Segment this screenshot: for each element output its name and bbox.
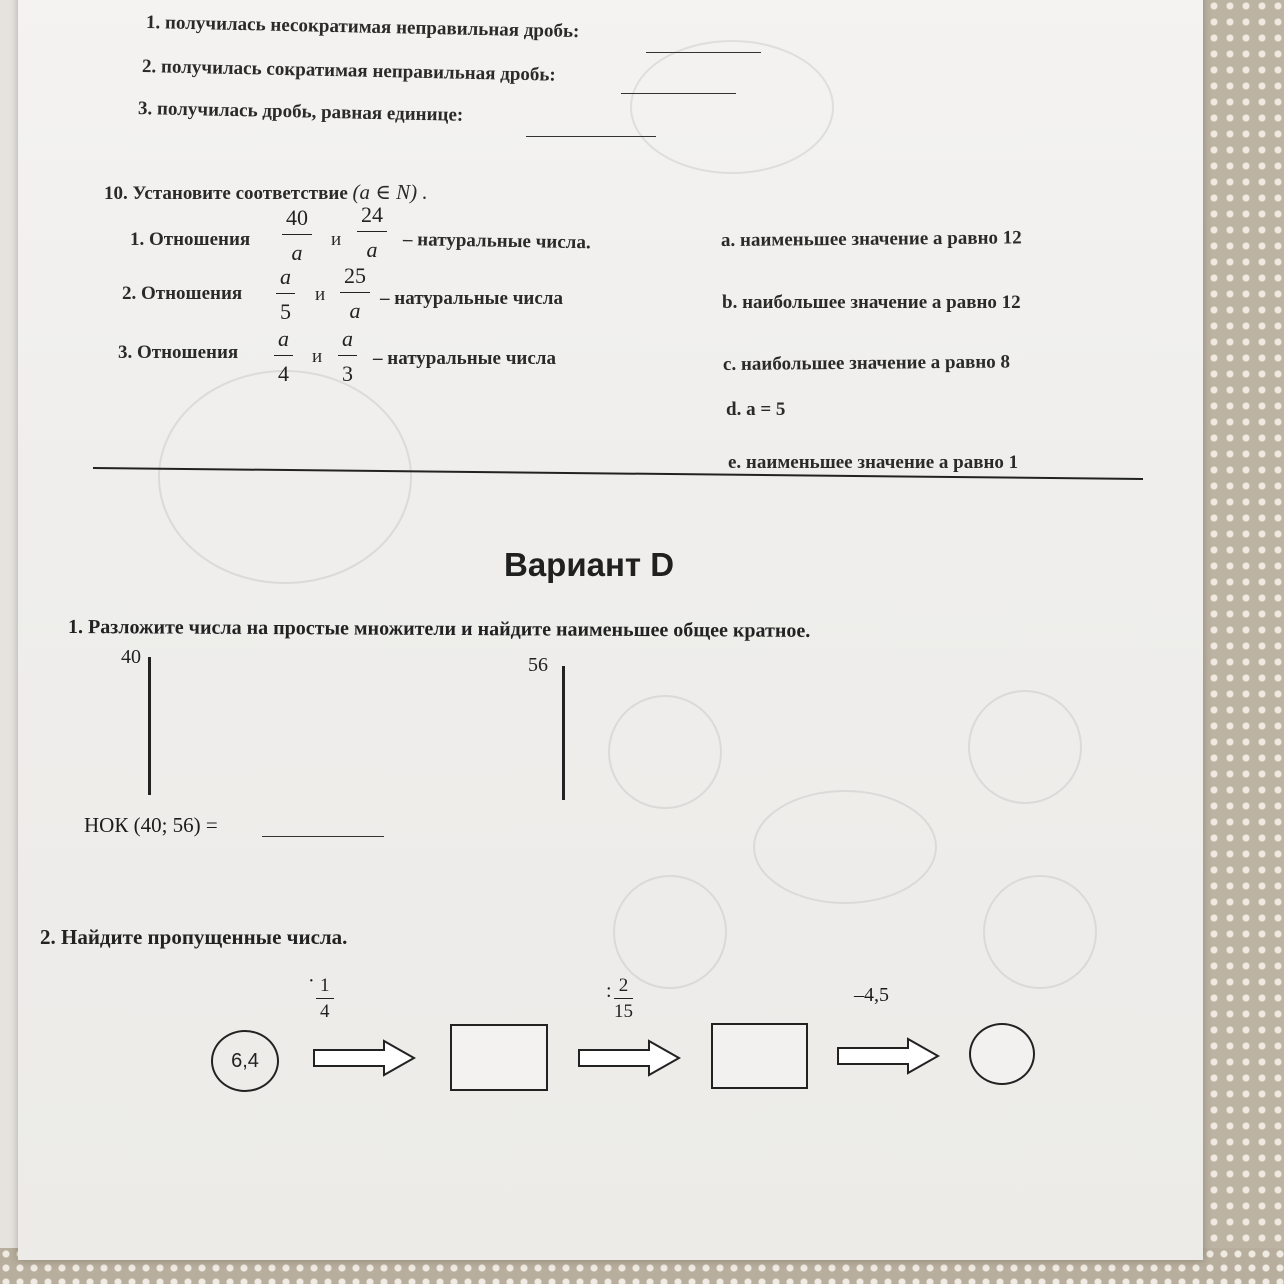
q10-row3-fraction1 <box>274 328 293 385</box>
op1-fraction <box>316 976 334 1021</box>
q10-row1-conj: и <box>331 229 342 250</box>
section-divider <box>93 466 1143 482</box>
fraction-numerator: 40 <box>286 205 308 230</box>
answer-box-2[interactable] <box>711 1023 808 1089</box>
fraction-numerator: a <box>342 326 353 351</box>
nok-answer-blank[interactable] <box>262 836 384 837</box>
fraction-denominator: a <box>349 298 361 323</box>
variant-title: Вариант D <box>504 546 675 583</box>
q10-row2-conj: и <box>315 284 326 305</box>
answer-box-1[interactable] <box>450 1024 548 1091</box>
question-10-text: 10. Установите соответствие <box>104 183 348 204</box>
fraction-numerator: 2 <box>618 975 629 996</box>
answer-blank-2[interactable] <box>621 93 736 94</box>
top-item-1: 1. получилась несократимая неправильная дробь: <box>145 12 580 43</box>
q10-row1-prefix: 1. Отношения <box>130 229 251 250</box>
answer-blank-3[interactable] <box>526 136 656 137</box>
start-value: 6,4 <box>231 1049 259 1072</box>
q10-option-d: d. a = 5 <box>726 399 786 420</box>
op2-fraction <box>614 976 633 1021</box>
fraction-denominator: 15 <box>614 1001 633 1022</box>
factorization-line-40 <box>148 657 151 795</box>
task1-number-56: 56 <box>528 654 548 676</box>
fraction-numerator: a <box>280 264 291 289</box>
q10-row1-fraction2 <box>357 204 387 261</box>
q10-row3-prefix: 3. Отношения <box>118 342 239 363</box>
task2-text: 2. Найдите пропущенные числа. <box>40 925 348 949</box>
arrow-right-icon <box>577 1039 682 1077</box>
q10-row3-suffix: – натуральные числа <box>373 348 556 369</box>
answer-blank-1[interactable] <box>646 52 761 53</box>
show-through-circle <box>983 875 1097 989</box>
arrow-right-icon <box>836 1037 941 1075</box>
show-through-circle <box>613 875 727 989</box>
show-through-circle <box>968 690 1082 804</box>
q10-option-b: b. наибольшее значение a равно 12 <box>722 292 1021 313</box>
q10-option-e: e. наименьшее значение a равно 1 <box>728 452 1019 473</box>
fraction-numerator: a <box>278 326 289 351</box>
q10-option-a: a. наименьшее значение a равно 12 <box>720 227 1022 251</box>
q10-row1-suffix: – натуральные числа. <box>402 229 591 254</box>
op3-label: –4,5 <box>854 984 889 1006</box>
q10-row3-conj: и <box>312 346 323 367</box>
fraction-denominator: 5 <box>280 299 291 324</box>
q10-row1-fraction1 <box>282 207 312 264</box>
fraction-denominator: 4 <box>320 1001 330 1022</box>
factorization-line-56 <box>562 666 565 800</box>
show-through-circle <box>630 40 834 174</box>
arrow-right-icon <box>312 1039 417 1077</box>
worksheet-page <box>18 0 1203 1260</box>
fraction-denominator: 4 <box>278 361 289 386</box>
op2-symbol: : <box>606 980 612 1002</box>
question-10-condition: (a ∈ N) . <box>352 180 428 204</box>
fraction-numerator: 24 <box>361 202 383 227</box>
fraction-denominator: 3 <box>342 361 353 386</box>
fraction-denominator: a <box>366 237 378 262</box>
answer-circle[interactable] <box>969 1023 1035 1085</box>
start-circle <box>211 1030 279 1092</box>
task1-text: 1. Разложите числа на простые множители и найдите наименьшее общее кратное. <box>67 616 811 642</box>
q10-option-c: c. наибольшее значение a равно 8 <box>722 351 1011 375</box>
q10-row2-fraction2 <box>340 265 370 322</box>
show-through-ellipse <box>753 790 937 904</box>
q10-row2-suffix: – натуральные числа <box>380 288 563 309</box>
q10-row3-fraction2 <box>338 328 357 385</box>
top-item-2: 2. получилась сократимая неправильная дробь: <box>141 56 556 86</box>
show-through-circle <box>608 695 722 809</box>
top-item-3: 3. получилась дробь, равная единице: <box>137 98 464 126</box>
nok-label: НОК (40; 56) = <box>84 813 218 837</box>
op1-symbol: · <box>308 970 315 992</box>
q10-row2-prefix: 2. Отношения <box>122 283 243 304</box>
fraction-numerator: 25 <box>344 263 366 288</box>
q10-row2-fraction1 <box>276 266 295 323</box>
fraction-numerator: 1 <box>320 975 330 996</box>
task1-number-40: 40 <box>121 646 141 668</box>
fraction-denominator: a <box>291 240 303 265</box>
